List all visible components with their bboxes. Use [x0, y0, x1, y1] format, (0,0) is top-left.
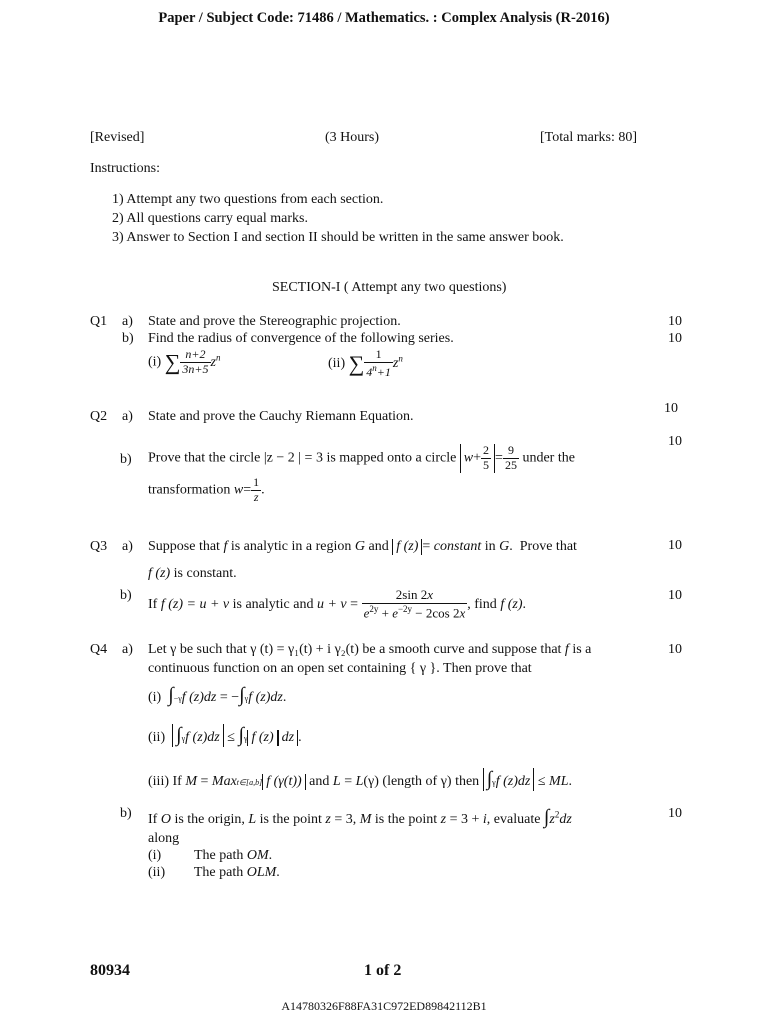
question-text: along [148, 831, 180, 846]
question-label: Q3 [90, 539, 108, 554]
text-fragment: , find [467, 596, 497, 612]
part-label: b) [120, 452, 132, 467]
question-text: continuous function on an open set containing { γ }. Then prove that [148, 661, 532, 676]
text-fragment: Prove that [519, 539, 577, 554]
instruction-item: 3) Answer to Section I and section II should be written in the same answer book. [112, 230, 564, 245]
part-label: a) [122, 642, 133, 657]
question-label: Q4 [90, 642, 108, 657]
question-text: Prove that the circle |z − 2 | = 3 is mapped onto a circle w+ $\frac{2}{5}$ = $\frac{9}{25}$ under the [148, 443, 575, 472]
text-fragment: in [484, 539, 496, 554]
question-text: State and prove the Stereographic projection. [148, 314, 401, 329]
under-the: under the [522, 450, 575, 466]
question-text: If O is the origin, L is the point z = 3, M is the point z = 3 + i, evaluate $\int z^2dz$ [148, 806, 572, 828]
marks: 10 [664, 401, 678, 416]
part-ii: (ii) ∫γf (z)dz ≤ ∫γ f (z) dz . [148, 724, 302, 746]
part-label: a) [122, 314, 133, 329]
instructions-title: Instructions: [90, 161, 160, 176]
item-label: (ii) [148, 730, 166, 745]
item-label: (iii) If [148, 774, 182, 789]
question-text: f (z) is constant. [148, 566, 237, 581]
text-fragment: The path [193, 865, 244, 880]
paper-code: 80934 [90, 962, 130, 979]
part-label: b) [120, 588, 132, 603]
text-fragment: is a [572, 642, 592, 657]
text-fragment: The path [193, 848, 244, 863]
item-label: (ii) [328, 356, 346, 372]
marks: 10 [668, 642, 682, 657]
text-fragment: If [148, 596, 158, 612]
marks: 10 [668, 538, 682, 553]
circle-statement: Prove that the circle |z − 2 | = 3 is mapped onto a circle [148, 450, 457, 466]
text-fragment: is constant. [173, 566, 237, 581]
instruction-item: 1) Attempt any two questions from each section. [112, 192, 384, 207]
text-fragment: is analytic in a region [230, 539, 352, 554]
item-label: (i) [148, 690, 162, 705]
question-text: Find the radius of convergence of the following series. [148, 331, 454, 346]
part-label: b) [120, 806, 132, 821]
marks: 10 [668, 806, 682, 821]
text-fragment: , evaluate [486, 812, 541, 827]
marks: 10 [668, 588, 682, 603]
path-item: (ii) The path OLM. [148, 865, 280, 880]
part-label: a) [122, 409, 133, 424]
series-ii: (ii) ∑ $\frac{1}{4^n+1}$ $z^n$ [328, 347, 403, 379]
text-fragment: and [309, 774, 330, 789]
page-number: 1 of 2 [364, 962, 402, 979]
section-title: SECTION-I ( Attempt any two questions) [272, 280, 507, 295]
series-i: (i) ∑ $\frac{n+2}{3n+5}$ $z^n$ [148, 347, 221, 376]
text-fragment: is the point [374, 812, 438, 827]
question-label: Q2 [90, 409, 108, 424]
transformation-label: transformation [148, 482, 231, 498]
part-label: a) [122, 539, 133, 554]
item-label: (i) [148, 848, 162, 863]
question-text: Suppose that f is analytic in a region G and f (z) = constant in G. Prove that [148, 539, 577, 554]
text-fragment: Suppose that [148, 539, 220, 554]
marks: 10 [668, 314, 682, 329]
text-fragment: is the point [259, 812, 322, 827]
marks: 10 [668, 434, 682, 449]
text-fragment: Let γ be such that γ (t) = γ₁(t) + i γ₂(t) be a smooth curve and suppose that [148, 642, 562, 657]
question-text: Let γ be such that γ (t) = γ₁(t) + i γ₂(t) be a smooth curve and suppose that f is a [148, 642, 592, 657]
duration: (3 Hours) [325, 130, 380, 145]
path-item: (i) The path OM. [148, 848, 273, 863]
item-label: (ii) [148, 865, 166, 880]
part-i: (i) ∫−γf (z)dz = −∫γf (z)dz. [148, 684, 287, 706]
item-label: (i) [148, 354, 162, 370]
part-label: b) [122, 331, 134, 346]
question-text: If f (z) = u + v is analytic and u + v = $\frac{2\sin 2x}{e^{2y} + e^{-2y} - 2\cos 2x}$ , find f (z). [148, 587, 526, 621]
question-label: Q1 [90, 314, 108, 329]
paper-header: Paper / Subject Code: 71486 / Mathematics. : Complex Analysis (R-2016) [158, 10, 610, 26]
marks: 10 [668, 331, 682, 346]
document-hash: A14780326F88FA31C972ED89842112B1 [281, 999, 487, 1013]
text-fragment: is the origin, [174, 812, 245, 827]
instruction-item: 2) All questions carry equal marks. [112, 211, 308, 226]
part-iii: (iii) If M = Maxt∈[a,b] f (γ(t)) and L = L(γ) (length of γ) then ∫γf (z)dz ≤ ML. [148, 768, 572, 790]
question-text: State and prove the Cauchy Riemann Equation. [148, 409, 414, 424]
text-fragment: (length of γ) then [382, 774, 480, 789]
circle-formula: w+ $\frac{2}{5}$ [460, 444, 495, 473]
text-fragment: and [368, 539, 389, 554]
text-fragment: is analytic and [232, 596, 314, 612]
total-marks: [Total marks: 80] [540, 130, 637, 145]
transformation-line: transformation w= $\frac{1}{z}$ . [148, 475, 265, 504]
revised-label: [Revised] [90, 130, 145, 145]
